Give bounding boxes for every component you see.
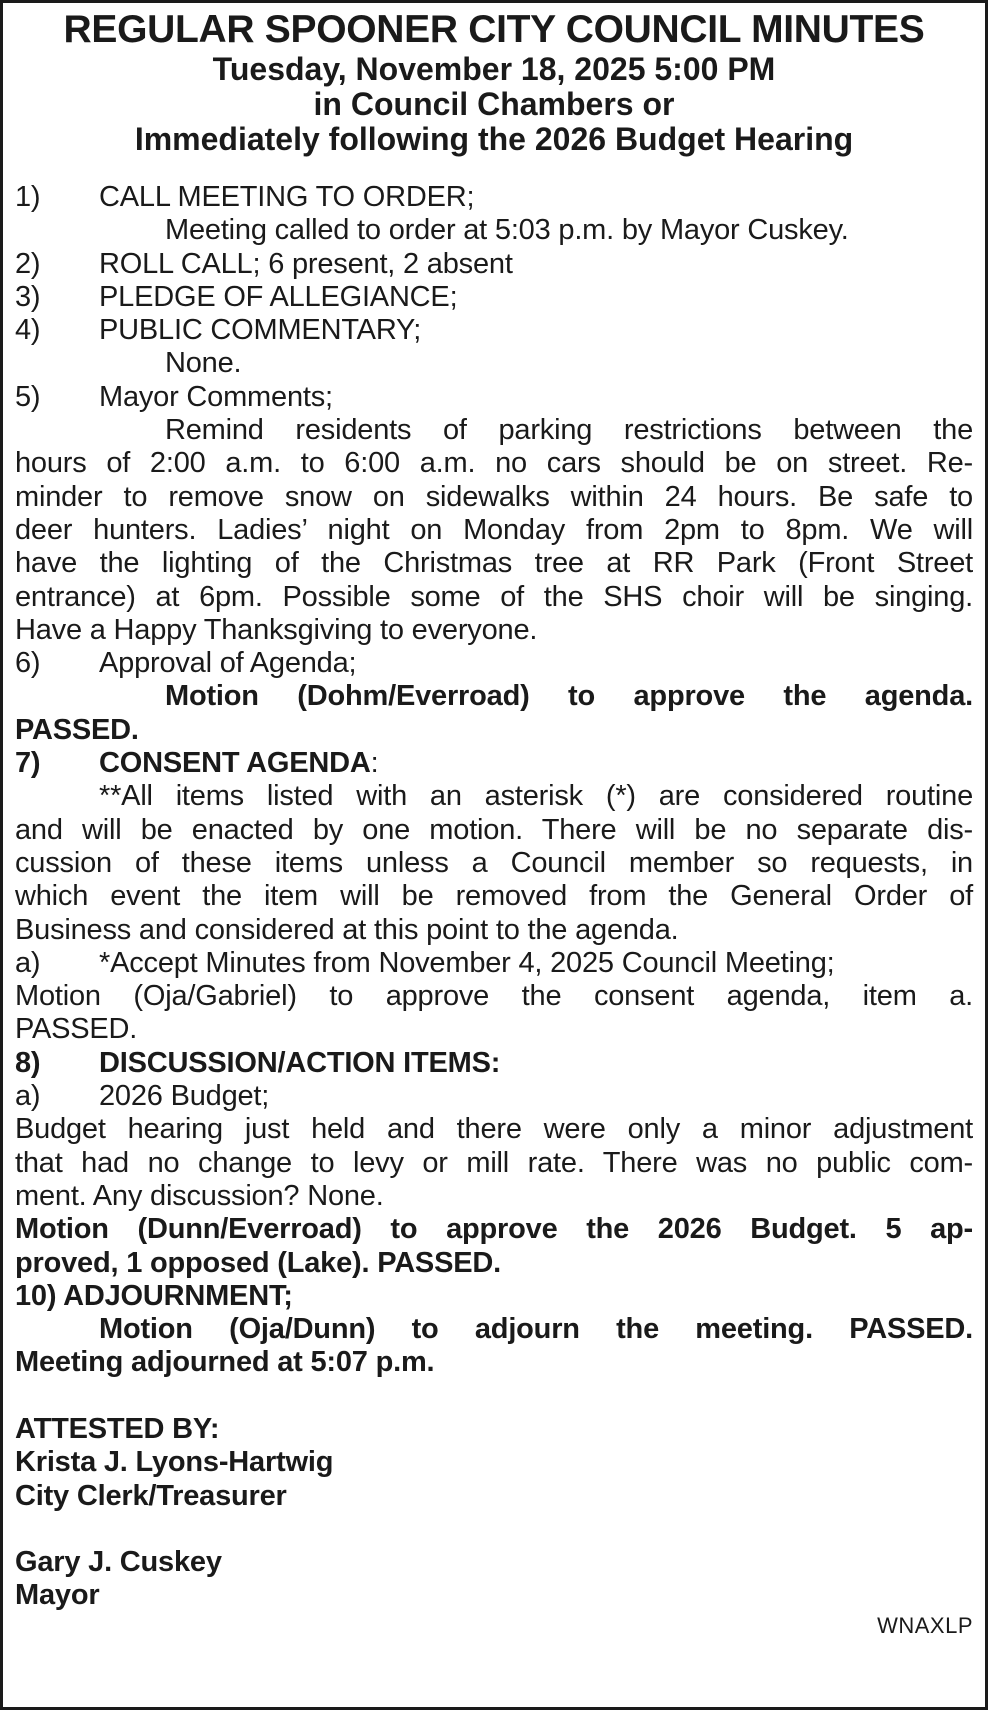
spacer <box>15 1513 973 1546</box>
item-approval-of-agenda: 6) Approval of Agenda; <box>15 647 357 680</box>
agenda-motion: Motion (Dohm/Everroad) to approve the agenda. <box>165 680 973 713</box>
clerk-name: Krista J. Lyons-Hartwig <box>15 1446 334 1479</box>
attested-by-heading: ATTESTED BY: <box>15 1412 220 1445</box>
mayor-title: Mayor <box>15 1579 100 1612</box>
item-call-to-order: 1) CALL MEETING TO ORDER; <box>15 181 475 213</box>
item-public-commentary-detail: None. <box>165 347 242 380</box>
item-roll-call: 2) ROLL CALL; 6 present, 2 absent <box>15 247 513 280</box>
item-adjournment: 10) ADJOURNMENT; <box>15 1279 293 1312</box>
discussion-item-a: a) 2026 Budget; <box>15 1080 270 1113</box>
budget-motion: Motion (Dunn/Everroad) to approve the 2026 Budget. 5 ap- <box>15 1213 973 1246</box>
notice-title: REGULAR SPOONER CITY COUNCIL MINUTES <box>63 8 925 51</box>
meeting-date: Tuesday, November 18, 2025 5:00 PM <box>212 50 776 87</box>
item-consent-agenda: 7) CONSENT AGENDA: <box>15 747 379 780</box>
adjourn-motion: Motion (Oja/Dunn) to adjourn the meeting. PASSED. <box>99 1313 973 1346</box>
mayor-name: Gary J. Cuskey <box>15 1546 222 1579</box>
meeting-location: in Council Chambers or <box>313 86 675 123</box>
spacer <box>15 1380 973 1413</box>
adjourn-time: Meeting adjourned at 5:07 p.m. <box>15 1346 435 1379</box>
item-public-commentary: 4) PUBLIC COMMENTARY; <box>15 314 422 347</box>
budget-discussion-text: Budget hearing just held and there were only a minor adjustment that had no change to levy or mill rate. There was no public com- ment. Any discussion? None. <box>15 1113 973 1212</box>
budget-motion-result: proved, 1 opposed (Lake). PASSED. <box>15 1246 501 1279</box>
publication-code: WNAXLP <box>877 1613 973 1638</box>
consent-agenda-text: **All items listed with an asterisk (*) are considered routine and will be enacted by one motion. There will be no separate dis- cussion of these items unless a Council member so requests, in which event the item will be removed from the General Order of Business and considered at this point to the agenda. <box>15 780 973 946</box>
item-mayor-comments: 5) Mayor Comments; <box>15 380 333 413</box>
consent-motion-result: PASSED. <box>15 1013 138 1046</box>
header <box>3 3 985 157</box>
consent-item-a: a) *Accept Minutes from November 4, 2025 Council Meeting; <box>15 946 835 979</box>
item-pledge: 3) PLEDGE OF ALLEGIANCE; <box>15 280 458 313</box>
meeting-timing: Immediately following the 2026 Budget Hearing <box>134 121 854 158</box>
agenda-motion-result: PASSED. <box>15 713 139 746</box>
mayor-comments-text: Remind residents of parking restrictions between the hours of 2:00 a.m. to 6:00 a.m. no cars should be on street. Re- minder to remove snow on sidewalks within 24 hours. Be safe to deer hunters. Ladies’ night on Monday from 2pm to 8pm. We will have the lighting of the Christmas tree at RR Park (Front Street entrance) at 6pm. Possible some of the SHS choir will be singing. Have a Happy Thanksgiving to everyone. <box>15 414 973 646</box>
consent-motion: Motion (Oja/Gabriel) to approve the consent agenda, item a. <box>15 980 973 1013</box>
minutes-body <box>15 181 973 1613</box>
clerk-title: City Clerk/Treasurer <box>15 1479 287 1512</box>
item-call-to-order-detail: Meeting called to order at 5:03 p.m. by Mayor Cuskey. <box>165 214 849 247</box>
item-discussion-action: 8) DISCUSSION/ACTION ITEMS: <box>15 1046 501 1079</box>
